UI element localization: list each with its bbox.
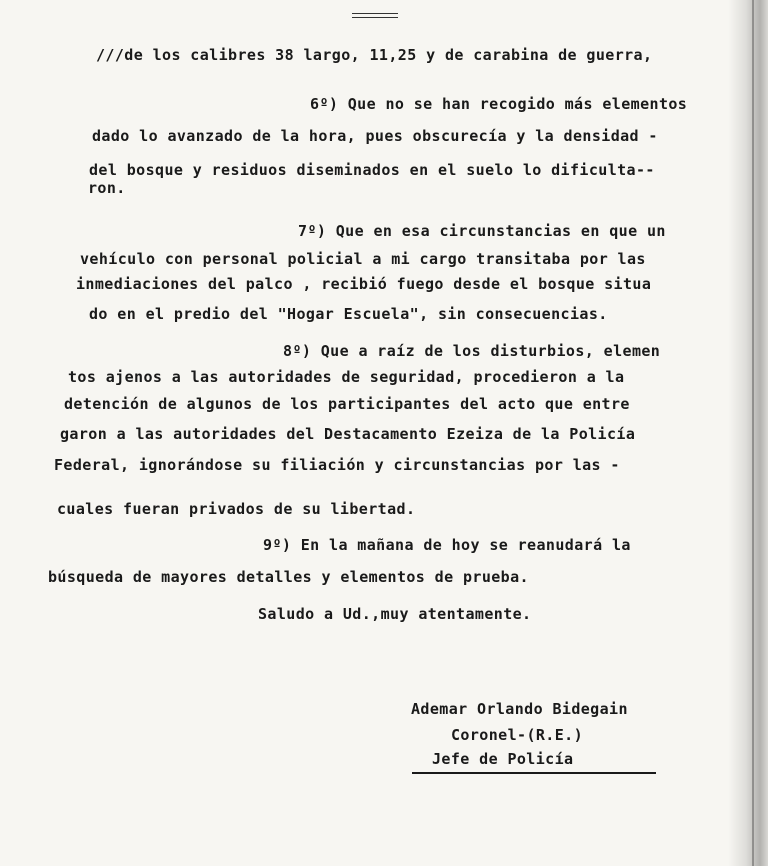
page-edge-shadow	[728, 0, 768, 866]
text-line-14: Federal, ignorándose su filiación y circunstancias por las -	[54, 456, 620, 474]
signature-name: Ademar Orlando Bidegain	[411, 700, 628, 718]
text-line-16: 9º) En la mañana de hoy se reanudará la	[263, 536, 631, 554]
text-line-4: del bosque y residuos diseminados en el suelo lo dificulta--	[89, 161, 655, 179]
text-line-6: 7º) Que en esa circunstancias en que un	[298, 222, 666, 240]
text-line-2: 6º) Que no se han recogido más elementos	[310, 95, 688, 113]
text-line-3: dado lo avanzado de la hora, pues obscurecía y la densidad -	[92, 127, 658, 145]
signature-title: Jefe de Policía	[432, 750, 574, 768]
signature-underline	[412, 772, 656, 774]
text-line-18: Saludo a Ud.,muy atentamente.	[258, 605, 532, 623]
text-line-8: inmediaciones del palco , recibió fuego desde el bosque situa	[76, 275, 652, 293]
signature-rank: Coronel-(R.E.)	[451, 726, 584, 744]
text-line-5: ron.	[88, 179, 126, 197]
top-mark	[352, 13, 398, 18]
text-line-12: detención de algunos de los participantes del acto que entre	[64, 395, 630, 413]
text-line-9: do en el predio del "Hogar Escuela", sin consecuencias.	[89, 305, 608, 323]
text-line-10: 8º) Que a raíz de los disturbios, elemen	[283, 342, 661, 360]
text-line-11: tos ajenos a las autoridades de seguridad, procedieron a la	[68, 368, 625, 386]
text-line-1: ///de los calibres 38 largo, 11,25 y de carabina de guerra,	[96, 46, 653, 64]
text-line-7: vehículo con personal policial a mi cargo transitaba por las	[80, 250, 646, 268]
text-line-15: cuales fueran privados de su libertad.	[57, 500, 416, 518]
page-edge-line	[752, 0, 754, 866]
text-line-17: búsqueda de mayores detalles y elementos de prueba.	[48, 568, 529, 586]
text-line-13: garon a las autoridades del Destacamento Ezeiza de la Policía	[60, 425, 636, 443]
